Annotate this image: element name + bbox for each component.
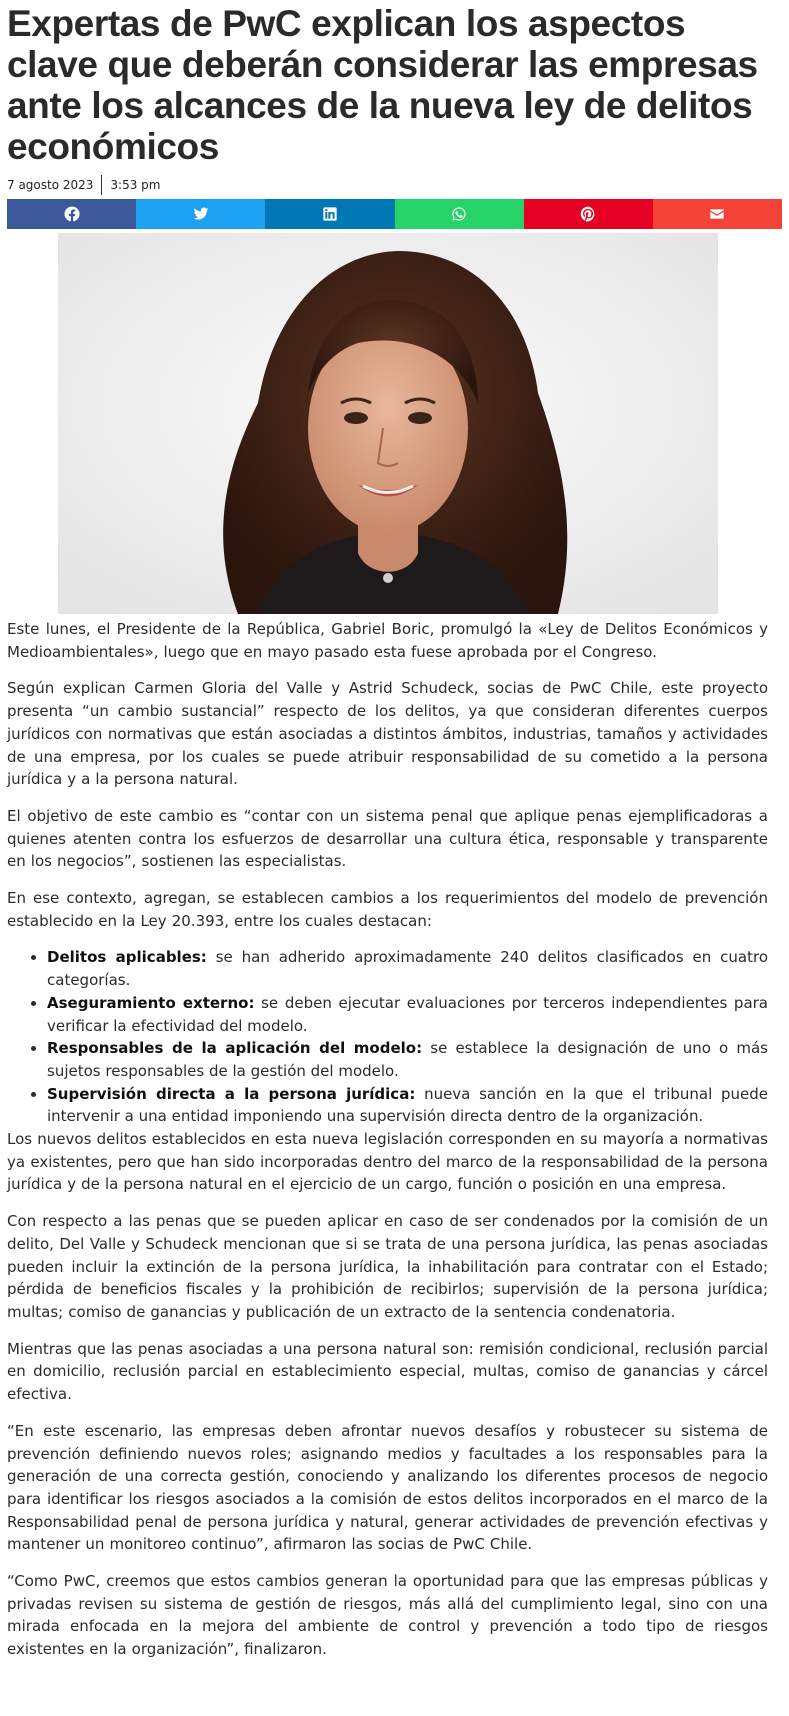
list-item	[47, 992, 768, 1037]
article-figure	[7, 233, 768, 614]
changes-list-wrapper	[7, 946, 768, 1128]
twitter-icon	[193, 206, 209, 222]
share-bar	[7, 199, 782, 229]
list-item-term: Supervisión directa a la persona jurídica:	[47, 1084, 416, 1103]
article-page	[0, 3, 775, 1661]
paragraph: Los nuevos delitos establecidos en esta nueva legislación corresponden en su mayoría a normativas ya existentes, pero que han sido incorporadas dentro del marco de la responsabilidad de la persona jurídica y de la persona natural en el ejercicio de un cargo, función o posición en una empresa.	[7, 1130, 768, 1194]
list-item-term: Aseguramiento externo:	[47, 993, 255, 1012]
changes-list	[7, 946, 768, 1128]
linkedin-icon	[322, 206, 338, 222]
envelope-icon	[709, 206, 725, 222]
publish-time: 3:53 pm	[110, 178, 161, 192]
facebook-icon	[64, 206, 80, 222]
paragraph: El objetivo de este cambio es “contar con un sistema penal que aplique penas ejemplificadoras a quienes atenten contra los esfuerzos de desarrollar una cultura ética, responsable y transparente en los negocios”, sostienen las especialistas.	[7, 806, 768, 871]
list-item-term: Responsables de la aplicación del modelo:	[47, 1039, 423, 1058]
list-item-text: nueva sanción en la que el tribunal puede intervenir a una entidad imponiendo una supervisión directa dentro de la organización.	[47, 1084, 768, 1126]
article-meta	[7, 174, 768, 196]
list-item-text: se han adherido aproximadamente 240 delitos clasificados en cuatro categorías.	[47, 948, 768, 990]
list-item-text: se establece la designación de uno o más sujetos responsables de la gestión del modelo.	[47, 1039, 768, 1080]
share-whatsapp-button[interactable]	[395, 199, 524, 229]
list-item	[47, 1083, 768, 1128]
meta-divider	[101, 175, 102, 195]
paragraph: Mientras que las penas asociadas a una persona natural son: remisión condicional, reclusión parcial en domicilio, reclusión parcial en establecimiento especial, multas, comiso de ganancias y cárcel efectiva.	[7, 1339, 768, 1404]
list-item-term: Delitos aplicables:	[47, 948, 207, 967]
article-title: Expertas de PwC explican los aspectos clave que deberán considerar las empresas ante los alcances de la nueva ley de delitos económicos	[7, 3, 758, 167]
share-pinterest-button[interactable]	[524, 199, 653, 229]
pinterest-icon	[580, 206, 596, 222]
list-item	[47, 1037, 768, 1082]
share-facebook-button[interactable]	[7, 199, 136, 229]
share-linkedin-button[interactable]	[265, 199, 394, 229]
share-email-button[interactable]	[653, 199, 782, 229]
article-body	[7, 618, 768, 1661]
paragraph: “En este escenario, las empresas deben afrontar nuevos desafíos y robustecer su sistema de prevención definiendo nuevos roles; asignando medios y facultades a los responsables para la generación de una correcta gestión, conociendo y analizando los diferentes procesos de negocio para identificar los riesgos asociados a la comisión de estos delitos incorporados en el marco de la Responsabilidad penal de persona jurídica y natural, generar actividades de prevención efectivas y mantener un monitoreo continuo”, afirmaron las socias de PwC Chile.	[7, 1421, 768, 1554]
publish-date: 7 agosto 2023	[7, 178, 94, 192]
paragraph: En ese contexto, agregan, se establecen cambios a los requerimientos del modelo de prevención establecido en la Ley 20.393, entre los cuales destacan:	[7, 889, 768, 930]
paragraph: Con respecto a las penas que se pueden aplicar en caso de ser condenados por la comisión de un delito, Del Valle y Schudeck mencionan que si se trata de una persona jurídica, las penas asociadas pueden incluir la extinción de la persona jurídica, la inhabilitación para contratar con el Estado; pérdida de beneficios fiscales y la prohibición de recibirlos; supervisión de la persona jurídica; multas; comiso de ganancias y publicación de un extracto de la sentencia condenatoria.	[7, 1212, 768, 1321]
share-twitter-button[interactable]	[136, 199, 265, 229]
list-item	[47, 946, 768, 991]
whatsapp-icon	[451, 206, 467, 222]
portrait-photo	[58, 233, 718, 614]
list-item-text: se deben ejecutar evaluaciones por terceros independientes para verificar la efectividad del modelo.	[47, 993, 769, 1035]
paragraph: Según explican Carmen Gloria del Valle y Astrid Schudeck, socias de PwC Chile, este proyecto presenta “un cambio sustancial” respecto de los delitos, ya que consideran diferentes cuerpos jurídicos con normativas que están asociadas a distintos ámbitos, industrias, tamaños y actividades de una empresa, por los cuales se puede atribuir responsabilidad de su cometido a la persona jurídica y a la persona natural.	[7, 679, 768, 789]
paragraph: Este lunes, el Presidente de la República, Gabriel Boric, promulgó la «Ley de Delitos Económicos y Medioambientales», luego que en mayo pasado esta fuese aprobada por el Congreso.	[7, 620, 768, 661]
paragraph: “Como PwC, creemos que estos cambios generan la oportunidad para que las empresas públicas y privadas revisen su sistema de gestión de riesgos, más allá del cumplimiento legal, sino con una mirada enfocada en la mejora del ambiente de control y prevención a todo tipo de riesgos existentes en la organización”, finalizaron.	[7, 1572, 768, 1659]
